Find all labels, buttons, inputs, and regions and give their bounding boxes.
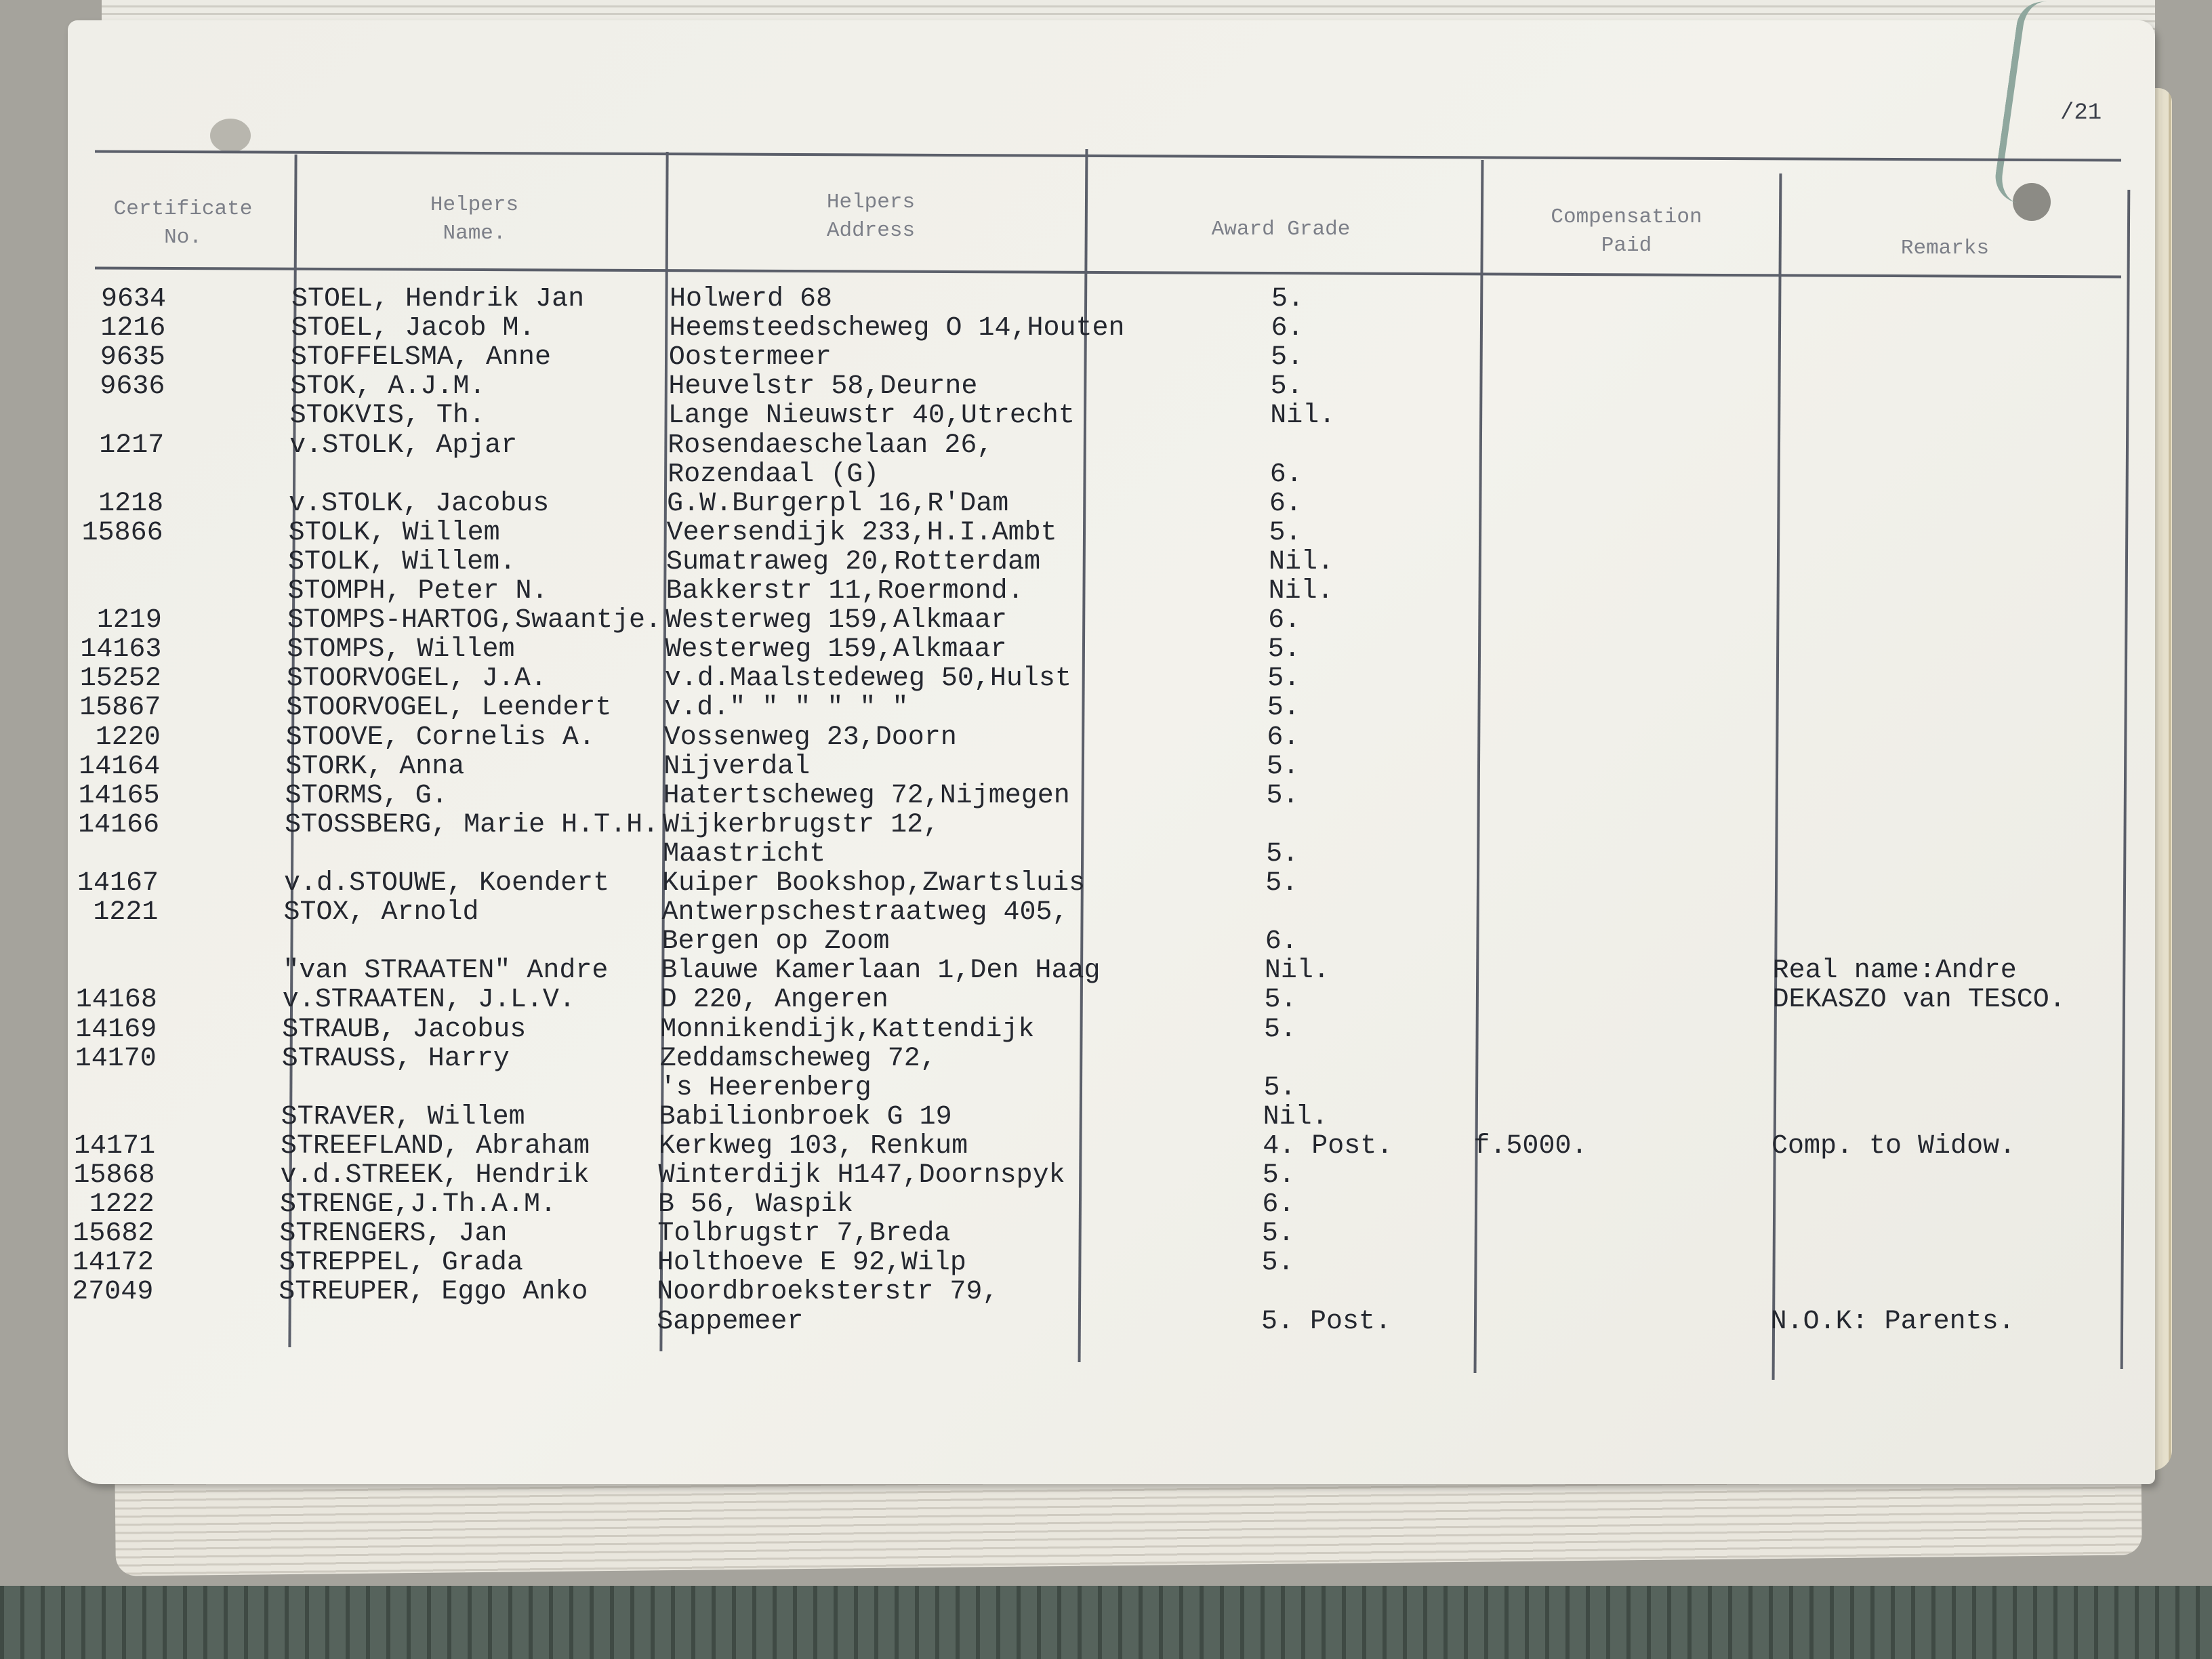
helper-name: STRENGERS, Jan xyxy=(279,1218,508,1250)
award-grade: 6. xyxy=(1271,313,1304,344)
helper-address: G.W.Burgerpl 16,R'Dam xyxy=(667,488,1009,519)
remarks: Comp. to Widow. xyxy=(1771,1130,2016,1162)
award-grade: 5. xyxy=(1261,1218,1294,1250)
award-grade: 4. Post. xyxy=(1263,1130,1393,1162)
award-grade: Nil. xyxy=(1268,576,1334,607)
helper-address: Holthoeve E 92,Wilp xyxy=(657,1248,966,1279)
helper-address: Sappemeer xyxy=(657,1306,804,1337)
certificate-number: 1216 xyxy=(100,313,166,344)
punch-hole xyxy=(210,119,251,152)
award-grade: Nil. xyxy=(1269,546,1334,577)
helper-name: STRAUSS, Harry xyxy=(281,1043,510,1074)
header-compensation-paid: Compensation Paid xyxy=(1551,205,1702,258)
helper-name: STOMPH, Peter N. xyxy=(287,576,548,607)
award-grade: 6. xyxy=(1265,926,1298,958)
award-grade: Nil. xyxy=(1263,1101,1328,1132)
helper-name: STREPPEL, Grada xyxy=(279,1248,523,1279)
award-grade: 5. xyxy=(1264,985,1297,1016)
helper-address: D 220, Angeren xyxy=(660,985,888,1016)
award-grade: 5. xyxy=(1266,751,1299,782)
helper-address: Vossenweg 23,Doorn xyxy=(663,722,957,753)
helper-name: v.d.STOUWE, Koendert xyxy=(284,868,610,899)
helper-address: Wijkerbrugstr 12, xyxy=(663,809,940,840)
helper-address: Blauwe Kamerlaan 1,Den Haag xyxy=(661,956,1101,987)
helper-address: Kuiper Bookshop,Zwartsluis xyxy=(662,868,1086,899)
certificate-number: 9634 xyxy=(100,284,166,314)
helper-name: STOMPS, Willem xyxy=(287,634,515,665)
desk-edge xyxy=(0,1586,2212,1659)
compensation-paid: f.5000. xyxy=(1473,1130,1588,1162)
certificate-number: 1218 xyxy=(98,488,164,519)
award-grade: 5. xyxy=(1267,634,1300,665)
certificate-number: 15866 xyxy=(81,517,163,548)
certificate-number: 1220 xyxy=(95,722,161,753)
helper-address: Sumatraweg 20,Rotterdam xyxy=(666,546,1041,577)
helper-address: Winterdijk H147,Doornspyk xyxy=(658,1160,1065,1191)
award-grade: 5. xyxy=(1265,868,1298,899)
helper-name: STRAUB, Jacobus xyxy=(282,1014,527,1045)
helper-name: STOLK, Willem. xyxy=(288,546,516,577)
award-grade: 6. xyxy=(1267,722,1300,753)
award-grade: 5. xyxy=(1271,284,1305,314)
helper-address: Nijverdal xyxy=(663,751,811,782)
helper-name: STOEL, Hendrik Jan xyxy=(291,284,585,314)
award-grade: 5. xyxy=(1264,1014,1297,1045)
helper-name: STRENGE,J.Th.A.M. xyxy=(279,1189,557,1221)
helper-address: 's Heerenberg xyxy=(659,1072,872,1103)
helper-address: v.d.Maalstedeweg 50,Hulst xyxy=(664,663,1071,695)
award-grade: 5. xyxy=(1261,1248,1294,1279)
certificate-number: 9635 xyxy=(100,342,165,373)
helper-address: Antwerpschestraatweg 405, xyxy=(661,897,1069,928)
helper-name: STREEFLAND, Abraham xyxy=(281,1130,590,1162)
award-grade: Nil. xyxy=(1270,401,1336,432)
helper-address: Kerkweg 103, Renkum xyxy=(659,1130,968,1162)
header-helpers-address: Helpers Address xyxy=(826,190,916,243)
helper-name: STREUPER, Eggo Anko xyxy=(279,1277,588,1308)
helper-address: Rozendaal (G) xyxy=(668,459,880,490)
certificate-number: 14167 xyxy=(77,868,159,899)
award-grade: 6. xyxy=(1268,605,1301,636)
helper-name: STOORVOGEL, J.A. xyxy=(286,663,547,695)
certificate-number: 14170 xyxy=(75,1043,157,1074)
award-grade: Nil. xyxy=(1264,956,1330,987)
award-grade: 6. xyxy=(1269,459,1303,490)
certificate-number: 1219 xyxy=(96,605,162,636)
helper-address: Veersendijk 233,H.I.Ambt xyxy=(666,517,1057,548)
certificate-number: 14168 xyxy=(75,985,157,1016)
certificate-number: 14166 xyxy=(78,809,160,840)
helper-name: v.STRAATEN, J.L.V. xyxy=(282,985,575,1016)
helper-address: Oostermeer xyxy=(668,342,832,373)
helper-name: v.STOLK, Apjar xyxy=(289,430,518,461)
certificate-number: 9636 xyxy=(100,371,165,403)
helper-address: Heemsteedscheweg O 14,Houten xyxy=(669,313,1125,344)
helper-address: Rosendaeschelaan 26, xyxy=(668,430,994,461)
certificate-number: 14163 xyxy=(80,634,162,665)
helper-address: Monnikendijk,Kattendijk xyxy=(660,1014,1035,1045)
certificate-number: 14169 xyxy=(75,1014,157,1045)
certificate-number: 1217 xyxy=(99,430,165,461)
helper-address: Noordbroeksterstr 79, xyxy=(657,1277,999,1308)
helper-address: Westerweg 159,Alkmaar xyxy=(665,605,1008,636)
helper-address: Tolbrugstr 7,Breda xyxy=(657,1218,951,1250)
award-grade: 6. xyxy=(1262,1189,1295,1221)
helper-name: STOX, Arnold xyxy=(283,897,479,928)
helper-name: STOSSBERG, Marie H.T.H. xyxy=(285,809,659,840)
helper-address: Holwerd 68 xyxy=(670,284,833,314)
helper-address: Babilionbroek G 19 xyxy=(659,1101,952,1132)
award-grade: 6. xyxy=(1269,488,1302,519)
helper-address: v.d." " " " " " xyxy=(664,693,909,724)
helper-name: STOOVE, Cornelis A. xyxy=(285,722,595,753)
award-grade: 5. xyxy=(1269,517,1302,548)
helper-address: Heuvelstr 58,Deurne xyxy=(668,371,978,403)
award-grade: 5. xyxy=(1266,838,1299,869)
helper-name: STORK, Anna xyxy=(285,751,465,782)
award-grade: 5. xyxy=(1270,371,1303,403)
certificate-number: 14171 xyxy=(74,1130,156,1162)
page-number: /21 xyxy=(2060,100,2102,126)
certificate-number: 1222 xyxy=(89,1189,155,1221)
certificate-number: 14165 xyxy=(78,780,160,811)
helper-name: STOKVIS, Th. xyxy=(289,401,485,432)
helper-address: Hatertscheweg 72,Nijmegen xyxy=(663,780,1070,811)
remarks: N.O.K: Parents. xyxy=(1770,1306,2015,1337)
award-grade: 5. xyxy=(1267,693,1300,724)
helper-name: STOFFELSMA, Anne xyxy=(290,342,551,373)
award-grade: 5. xyxy=(1266,780,1299,811)
award-grade: 5. xyxy=(1271,342,1304,373)
certificate-number: 15867 xyxy=(79,693,161,724)
remarks: Real name:Andre xyxy=(1772,956,2017,987)
helper-name: STOEL, Jacob M. xyxy=(291,313,535,344)
helper-name: STOLK, Willem xyxy=(288,517,500,548)
header-remarks: Remarks xyxy=(1900,237,1990,260)
certificate-number: 14164 xyxy=(79,751,161,782)
helper-name: STRAVER, Willem xyxy=(281,1101,525,1132)
helper-name: "van STRAATEN" Andre xyxy=(283,956,609,987)
certificate-number: 14172 xyxy=(72,1248,154,1279)
helper-address: Maastricht xyxy=(663,838,826,869)
award-grade: 5. xyxy=(1267,663,1300,695)
helper-address: Westerweg 159,Alkmaar xyxy=(665,634,1007,665)
header-certificate-no: Certificate No. xyxy=(113,197,253,249)
certificate-number: 15682 xyxy=(73,1218,155,1250)
certificate-number: 15868 xyxy=(73,1160,155,1191)
certificate-number: 27049 xyxy=(72,1277,154,1308)
helper-name: STOMPS-HARTOG,Swaantje. xyxy=(287,605,662,636)
award-grade: 5. xyxy=(1262,1160,1295,1191)
remarks: DEKASZO van TESCO. xyxy=(1772,985,2066,1016)
helper-name: v.d.STREEK, Hendrik xyxy=(280,1160,590,1191)
helper-name: STORMS, G. xyxy=(285,780,448,811)
helper-name: v.STOLK, Jacobus xyxy=(289,488,550,519)
helper-name: STOORVOGEL, Leendert xyxy=(286,693,612,724)
award-grade: 5. Post. xyxy=(1261,1306,1392,1337)
helper-address: Bakkerstr 11,Roermond. xyxy=(665,576,1024,607)
helper-address: B 56, Waspik xyxy=(657,1189,853,1221)
header-helpers-name: Helpers Name. xyxy=(430,193,519,245)
award-grade: 5. xyxy=(1263,1072,1296,1103)
helper-name: STOK, A.J.M. xyxy=(290,371,486,403)
helper-address: Bergen op Zoom xyxy=(661,926,890,958)
helper-address: Zeddamscheweg 72, xyxy=(659,1043,937,1074)
header-award-grade: Award Grade xyxy=(1211,218,1351,241)
certificate-number: 1221 xyxy=(93,897,159,928)
certificate-number: 15252 xyxy=(79,663,161,695)
helper-address: Lange Nieuwstr 40,Utrecht xyxy=(668,401,1075,432)
